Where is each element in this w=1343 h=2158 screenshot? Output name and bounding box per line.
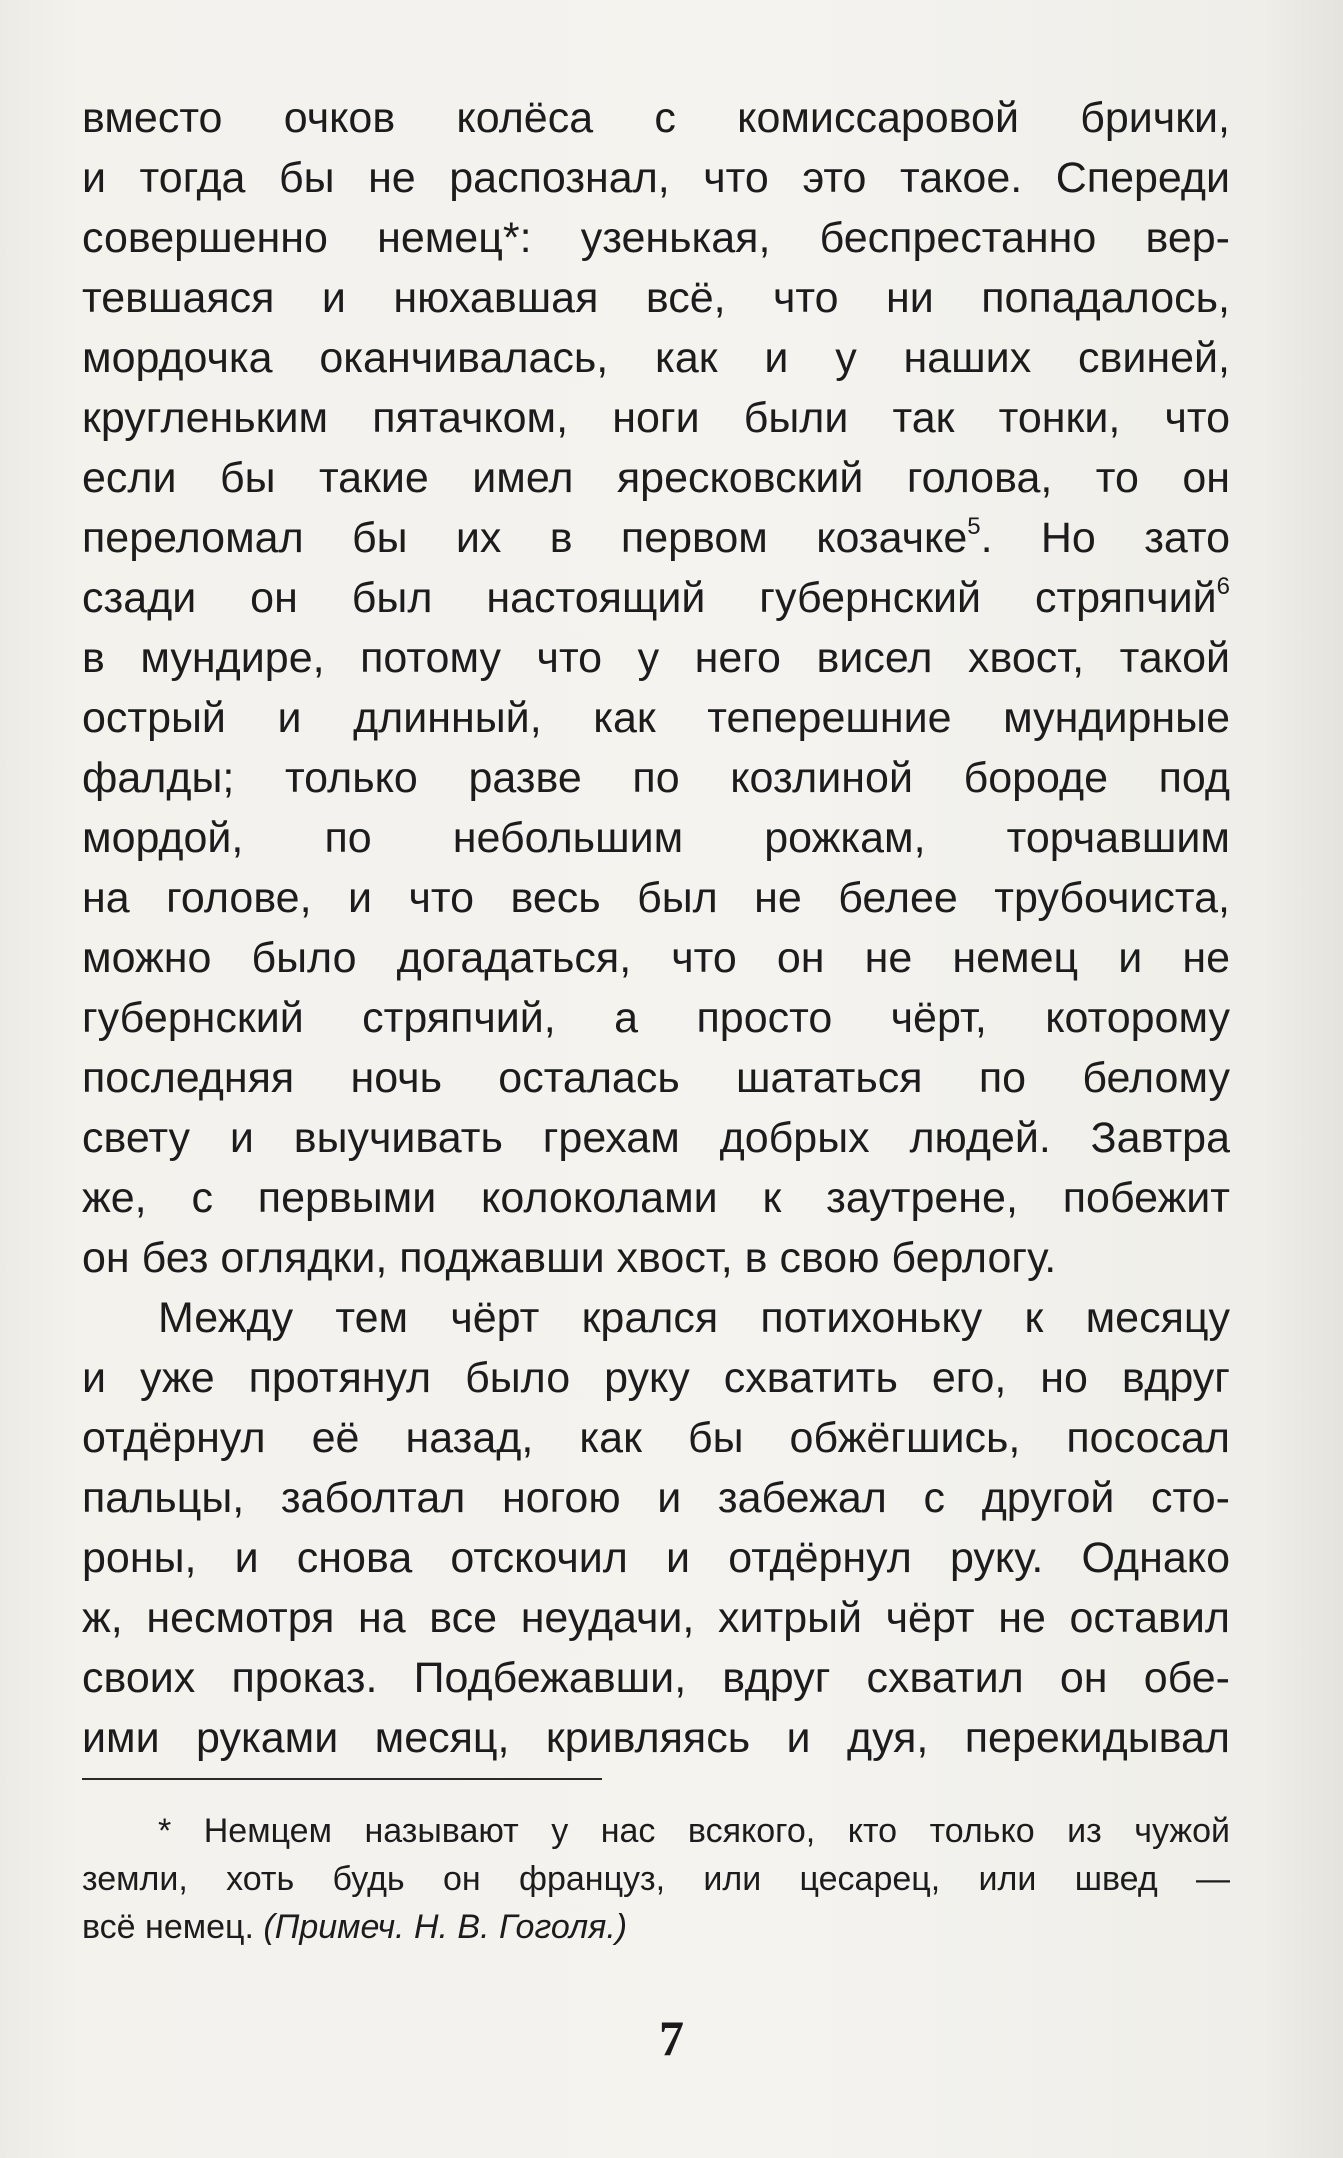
text-line xyxy=(82,508,1230,568)
footnote-ref-6: 6 xyxy=(1216,573,1230,600)
footnote-ref-5: 5 xyxy=(967,513,981,540)
text-line: Между тем чёрт крался потихоньку к месяцу xyxy=(158,1294,1230,1342)
footnote-text: всё немец. xyxy=(82,1908,264,1946)
text-line: и уже протянул было руку схватить его, но вдруг xyxy=(82,1354,1230,1402)
text-line xyxy=(82,568,1230,628)
text-line: на голове, и что весь был не белее трубочиста, xyxy=(82,874,1230,922)
text-line: ж, несмотря на все неудачи, хитрый чёрт не оставил xyxy=(82,1594,1230,1642)
text-line: свету и выучивать грехам добрых людей. Завтра xyxy=(82,1114,1230,1162)
footnote-attribution: (Примеч. Н. В. Гоголя.) xyxy=(263,1908,628,1946)
text-line: своих проказ. Подбежавши, вдруг схватил он обе- xyxy=(82,1654,1230,1702)
text-line: роны, и снова отскочил и отдёрнул руку. Однако xyxy=(82,1534,1230,1582)
footnote-line xyxy=(82,1903,1230,1951)
text-line: в мундире, потому что у него висел хвост, такой xyxy=(82,634,1230,682)
text-line: и тогда бы не распознал, что это такое. Спереди xyxy=(82,154,1230,202)
footnote xyxy=(82,1807,1230,1951)
text-line: он без оглядки, поджавши хвост, в свою берлогу. xyxy=(82,1234,1057,1282)
text-line: мордочка оканчивалась, как и у наших свиней, xyxy=(82,334,1230,382)
text-line: тевшаяся и нюхавшая всё, что ни попадалось, xyxy=(82,274,1230,322)
text-segment: . Но зато xyxy=(980,514,1230,562)
text-line: вместо очков колёса с комиссаровой брички, xyxy=(82,94,1230,142)
text-line: если бы такие имел яресковский голова, то он xyxy=(82,454,1230,502)
text-line: пальцы, заболтал ногою и забежал с другой сто- xyxy=(82,1474,1230,1522)
page-number: 7 xyxy=(659,2010,684,2066)
text-line: губернский стряпчий, а просто чёрт, которому xyxy=(82,994,1230,1042)
text-line: последняя ночь осталась шататься по белому xyxy=(82,1054,1230,1102)
text-segment: переломал бы их в первом козачке xyxy=(82,514,968,562)
text-line: ими руками месяц, кривляясь и дуя, перекидывал xyxy=(82,1714,1230,1762)
text-line: мордой, по небольшим рожкам, торчавшим xyxy=(82,814,1230,862)
footnote-line: * Немцем называют у нас всякого, кто только из чужой xyxy=(158,1812,1230,1850)
text-line: отдёрнул её назад, как бы обжёгшись, пососал xyxy=(82,1414,1230,1462)
footnote-line: земли, хоть будь он француз, или цесарец, или швед — xyxy=(82,1860,1230,1898)
main-text xyxy=(82,88,1230,1768)
text-line: совершенно немец*: узенькая, беспрестанно вер- xyxy=(82,214,1230,262)
text-line: можно было догадаться, что он не немец и не xyxy=(82,934,1230,982)
text-line: фалды; только разве по козлиной бороде под xyxy=(82,754,1230,802)
text-line: острый и длинный, как теперешние мундирные xyxy=(82,694,1230,742)
text-line: же, с первыми колоколами к заутрене, побежит xyxy=(82,1174,1230,1222)
footnote-divider xyxy=(82,1778,602,1780)
text-line: кругленьким пятачком, ноги были так тонки, что xyxy=(82,394,1230,442)
text-segment: сзади он был настоящий губернский стряпчий xyxy=(82,574,1217,622)
